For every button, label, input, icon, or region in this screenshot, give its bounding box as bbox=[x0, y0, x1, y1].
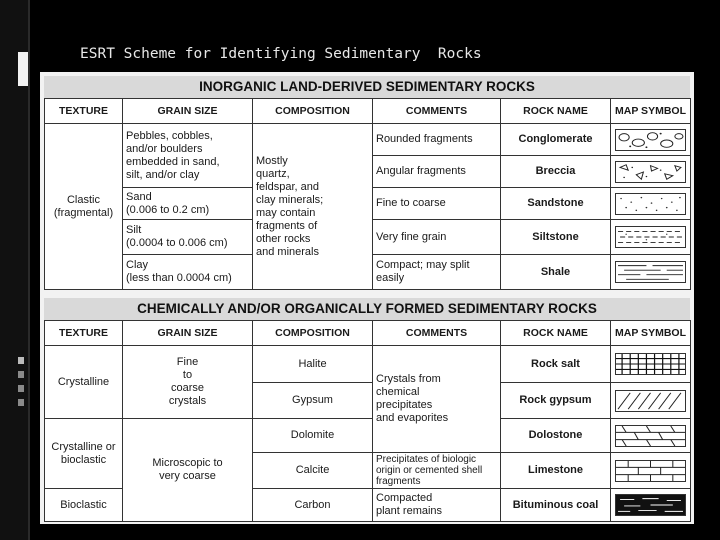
conglomerate-pattern bbox=[615, 129, 686, 151]
grain-size-cell: Pebbles, cobbles, and/or boulders embedded in sand, silt, and/or clay bbox=[123, 124, 253, 188]
rock-name-cell: Siltstone bbox=[501, 220, 611, 255]
column-header-composition: COMPOSITION bbox=[253, 99, 373, 124]
map-symbol-cell bbox=[611, 383, 691, 419]
rock-name-cell: Breccia bbox=[501, 156, 611, 188]
title-accent-block bbox=[18, 52, 28, 86]
column-header-comments: COMMENTS bbox=[373, 321, 501, 346]
rock-name-cell: Shale bbox=[501, 255, 611, 290]
composition-cell: Calcite bbox=[253, 453, 373, 489]
left-divider-line bbox=[28, 0, 30, 540]
grain-size-cell: Microscopic to very coarse bbox=[123, 419, 253, 522]
rock-name-cell: Rock salt bbox=[501, 346, 611, 383]
texture-cell: Bioclastic bbox=[45, 489, 123, 522]
sandstone-pattern bbox=[615, 193, 686, 215]
rock-name-cell: Dolostone bbox=[501, 419, 611, 453]
column-header-comments: COMMENTS bbox=[373, 99, 501, 124]
rock-gypsum-pattern bbox=[615, 390, 686, 412]
column-header-grain-size: GRAIN SIZE bbox=[123, 99, 253, 124]
rock-name-cell: Conglomerate bbox=[501, 124, 611, 156]
comment-cell: Rounded fragments bbox=[373, 124, 501, 156]
coal-pattern bbox=[615, 494, 686, 516]
composition-cell: Dolomite bbox=[253, 419, 373, 453]
siltstone-pattern bbox=[615, 226, 686, 248]
map-symbol-cell bbox=[611, 124, 691, 156]
column-header-rock-name: ROCK NAME bbox=[501, 321, 611, 346]
map-symbol-cell bbox=[611, 346, 691, 383]
texture-cell: Crystalline or bioclastic bbox=[45, 419, 123, 489]
grain-size-cell: Fine to coarse crystals bbox=[123, 346, 253, 419]
column-header-grain-size: GRAIN SIZE bbox=[123, 321, 253, 346]
inorganic-rocks-table bbox=[44, 98, 691, 290]
chemical-rocks-table bbox=[44, 320, 691, 522]
bullet-mark bbox=[18, 385, 24, 392]
comment-cell: Angular fragments bbox=[373, 156, 501, 188]
table-row bbox=[45, 419, 691, 453]
comment-cell: Crystals from chemical precipitates and evaporites bbox=[373, 346, 501, 453]
grain-size-cell: Silt (0.0004 to 0.006 cm) bbox=[123, 220, 253, 255]
table-header-row bbox=[45, 321, 691, 346]
chemical-section-header: CHEMICALLY AND/OR ORGANICALLY FORMED SEDIMENTARY ROCKS bbox=[44, 298, 690, 320]
table-header-row bbox=[45, 99, 691, 124]
map-symbol-cell bbox=[611, 156, 691, 188]
map-symbol-cell bbox=[611, 453, 691, 489]
comment-cell: Precipitates of biologic origin or cemented shell fragments bbox=[373, 453, 501, 489]
limestone-pattern bbox=[615, 460, 686, 482]
breccia-pattern bbox=[615, 161, 686, 183]
grain-size-cell: Clay (less than 0.0004 cm) bbox=[123, 255, 253, 290]
grain-size-cell: Sand (0.006 to 0.2 cm) bbox=[123, 188, 253, 220]
rock-name-cell: Sandstone bbox=[501, 188, 611, 220]
slide-title: ESRT Scheme for Identifying Sedimentary Rocks bbox=[80, 46, 482, 62]
map-symbol-cell bbox=[611, 255, 691, 290]
column-header-map-symbol: MAP SYMBOL bbox=[611, 99, 691, 124]
table-row bbox=[45, 124, 691, 156]
texture-cell: Clastic (fragmental) bbox=[45, 124, 123, 290]
dolostone-pattern bbox=[615, 425, 686, 447]
rock-salt-pattern bbox=[615, 353, 686, 375]
bullet-mark bbox=[18, 357, 24, 364]
texture-cell: Crystalline bbox=[45, 346, 123, 419]
comment-cell: Very fine grain bbox=[373, 220, 501, 255]
rock-name-cell: Rock gypsum bbox=[501, 383, 611, 419]
column-header-texture: TEXTURE bbox=[45, 321, 123, 346]
map-symbol-cell bbox=[611, 220, 691, 255]
map-symbol-cell bbox=[611, 489, 691, 522]
composition-cell: Mostly quartz, feldspar, and clay minerals; may contain fragments of other rocks and minerals bbox=[253, 124, 373, 290]
comment-cell: Fine to coarse bbox=[373, 188, 501, 220]
comment-cell: Compacted plant remains bbox=[373, 489, 501, 522]
comment-cell: Compact; may split easily bbox=[373, 255, 501, 290]
rock-name-cell: Limestone bbox=[501, 453, 611, 489]
column-header-map-symbol: MAP SYMBOL bbox=[611, 321, 691, 346]
column-header-texture: TEXTURE bbox=[45, 99, 123, 124]
composition-cell: Halite bbox=[253, 346, 373, 383]
composition-cell: Gypsum bbox=[253, 383, 373, 419]
shale-pattern bbox=[615, 261, 686, 283]
composition-cell: Carbon bbox=[253, 489, 373, 522]
rock-name-cell: Bituminous coal bbox=[501, 489, 611, 522]
map-symbol-cell bbox=[611, 188, 691, 220]
map-symbol-cell bbox=[611, 419, 691, 453]
inorganic-section-header: INORGANIC LAND-DERIVED SEDIMENTARY ROCKS bbox=[44, 76, 690, 98]
column-header-composition: COMPOSITION bbox=[253, 321, 373, 346]
column-header-rock-name: ROCK NAME bbox=[501, 99, 611, 124]
decorative-bullets bbox=[18, 357, 28, 413]
bullet-mark bbox=[18, 371, 24, 378]
bullet-mark bbox=[18, 399, 24, 406]
table-row bbox=[45, 346, 691, 383]
